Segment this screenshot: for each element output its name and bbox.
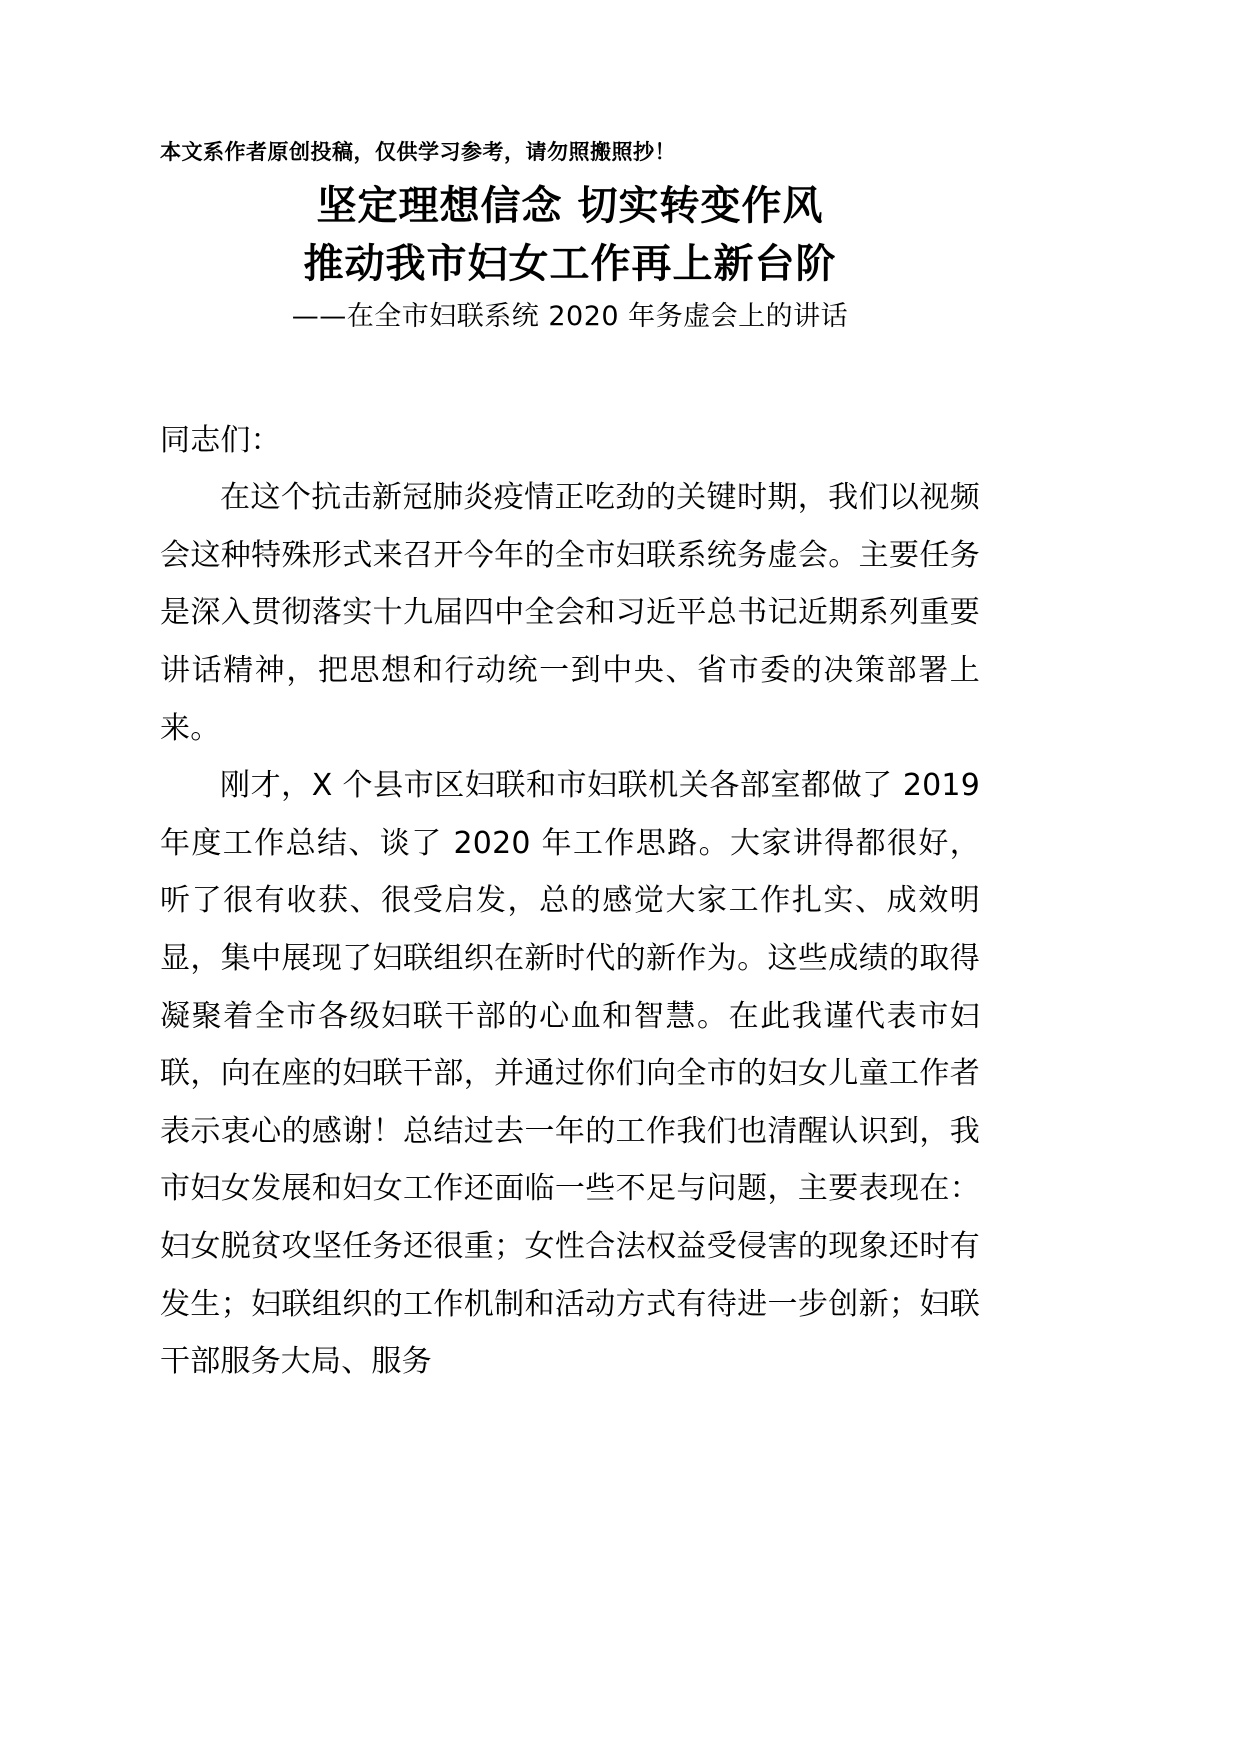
salutation: 同志们：: [160, 422, 281, 458]
document-title: [160, 177, 980, 293]
document-body: [160, 412, 980, 1391]
document-content: [160, 0, 980, 1391]
title-line-secondary: 推动我市妇女工作再上新台阶: [303, 241, 837, 288]
disclaimer-notice: 本文系作者原创投稿，仅供学习参考，请勿照搬照抄！: [160, 140, 676, 164]
document-subtitle: ——在全市妇联系统 2020 年务虚会上的讲话: [291, 301, 849, 333]
title-line-primary: 坚定理想信念 切实转变作风: [316, 183, 824, 230]
body-paragraph: 在这个抗击新冠肺炎疫情正吃劲的关键时期，我们以视频会这种特殊形式来召开今年的全市妇联系统务虚会。主要任务是深入贯彻落实十九届四中全会和习近平总书记近期系列重要讲话精神，把思想和行动统一到中央、省市委的决策部署上来。: [160, 480, 980, 746]
body-paragraph: 刚才，X 个县市区妇联和市妇联机关各部室都做了 2019 年度工作总结、谈了 2020 年工作思路。大家讲得都很好，听了很有收获、很受启发，总的感觉大家工作扎实、成效明显，集中展现了妇联组织在新时代的新作为。这些成绩的取得凝聚着全市各级妇联干部的心血和智慧。在此我谨代表市妇联，向在座的妇联干部，并通过你们向全市的妇女儿童工作者表示衷心的感谢！总结过去一年的工作我们也清醒认识到，我市妇女发展和妇女工作还面临一些不足与问题，主要表现在：妇女脱贫攻坚任务还很重；女性合法权益受侵害的现象还时有发生；妇联组织的工作机制和活动方式有待进一步创新；妇联干部服务大局、服务: [160, 768, 980, 1380]
